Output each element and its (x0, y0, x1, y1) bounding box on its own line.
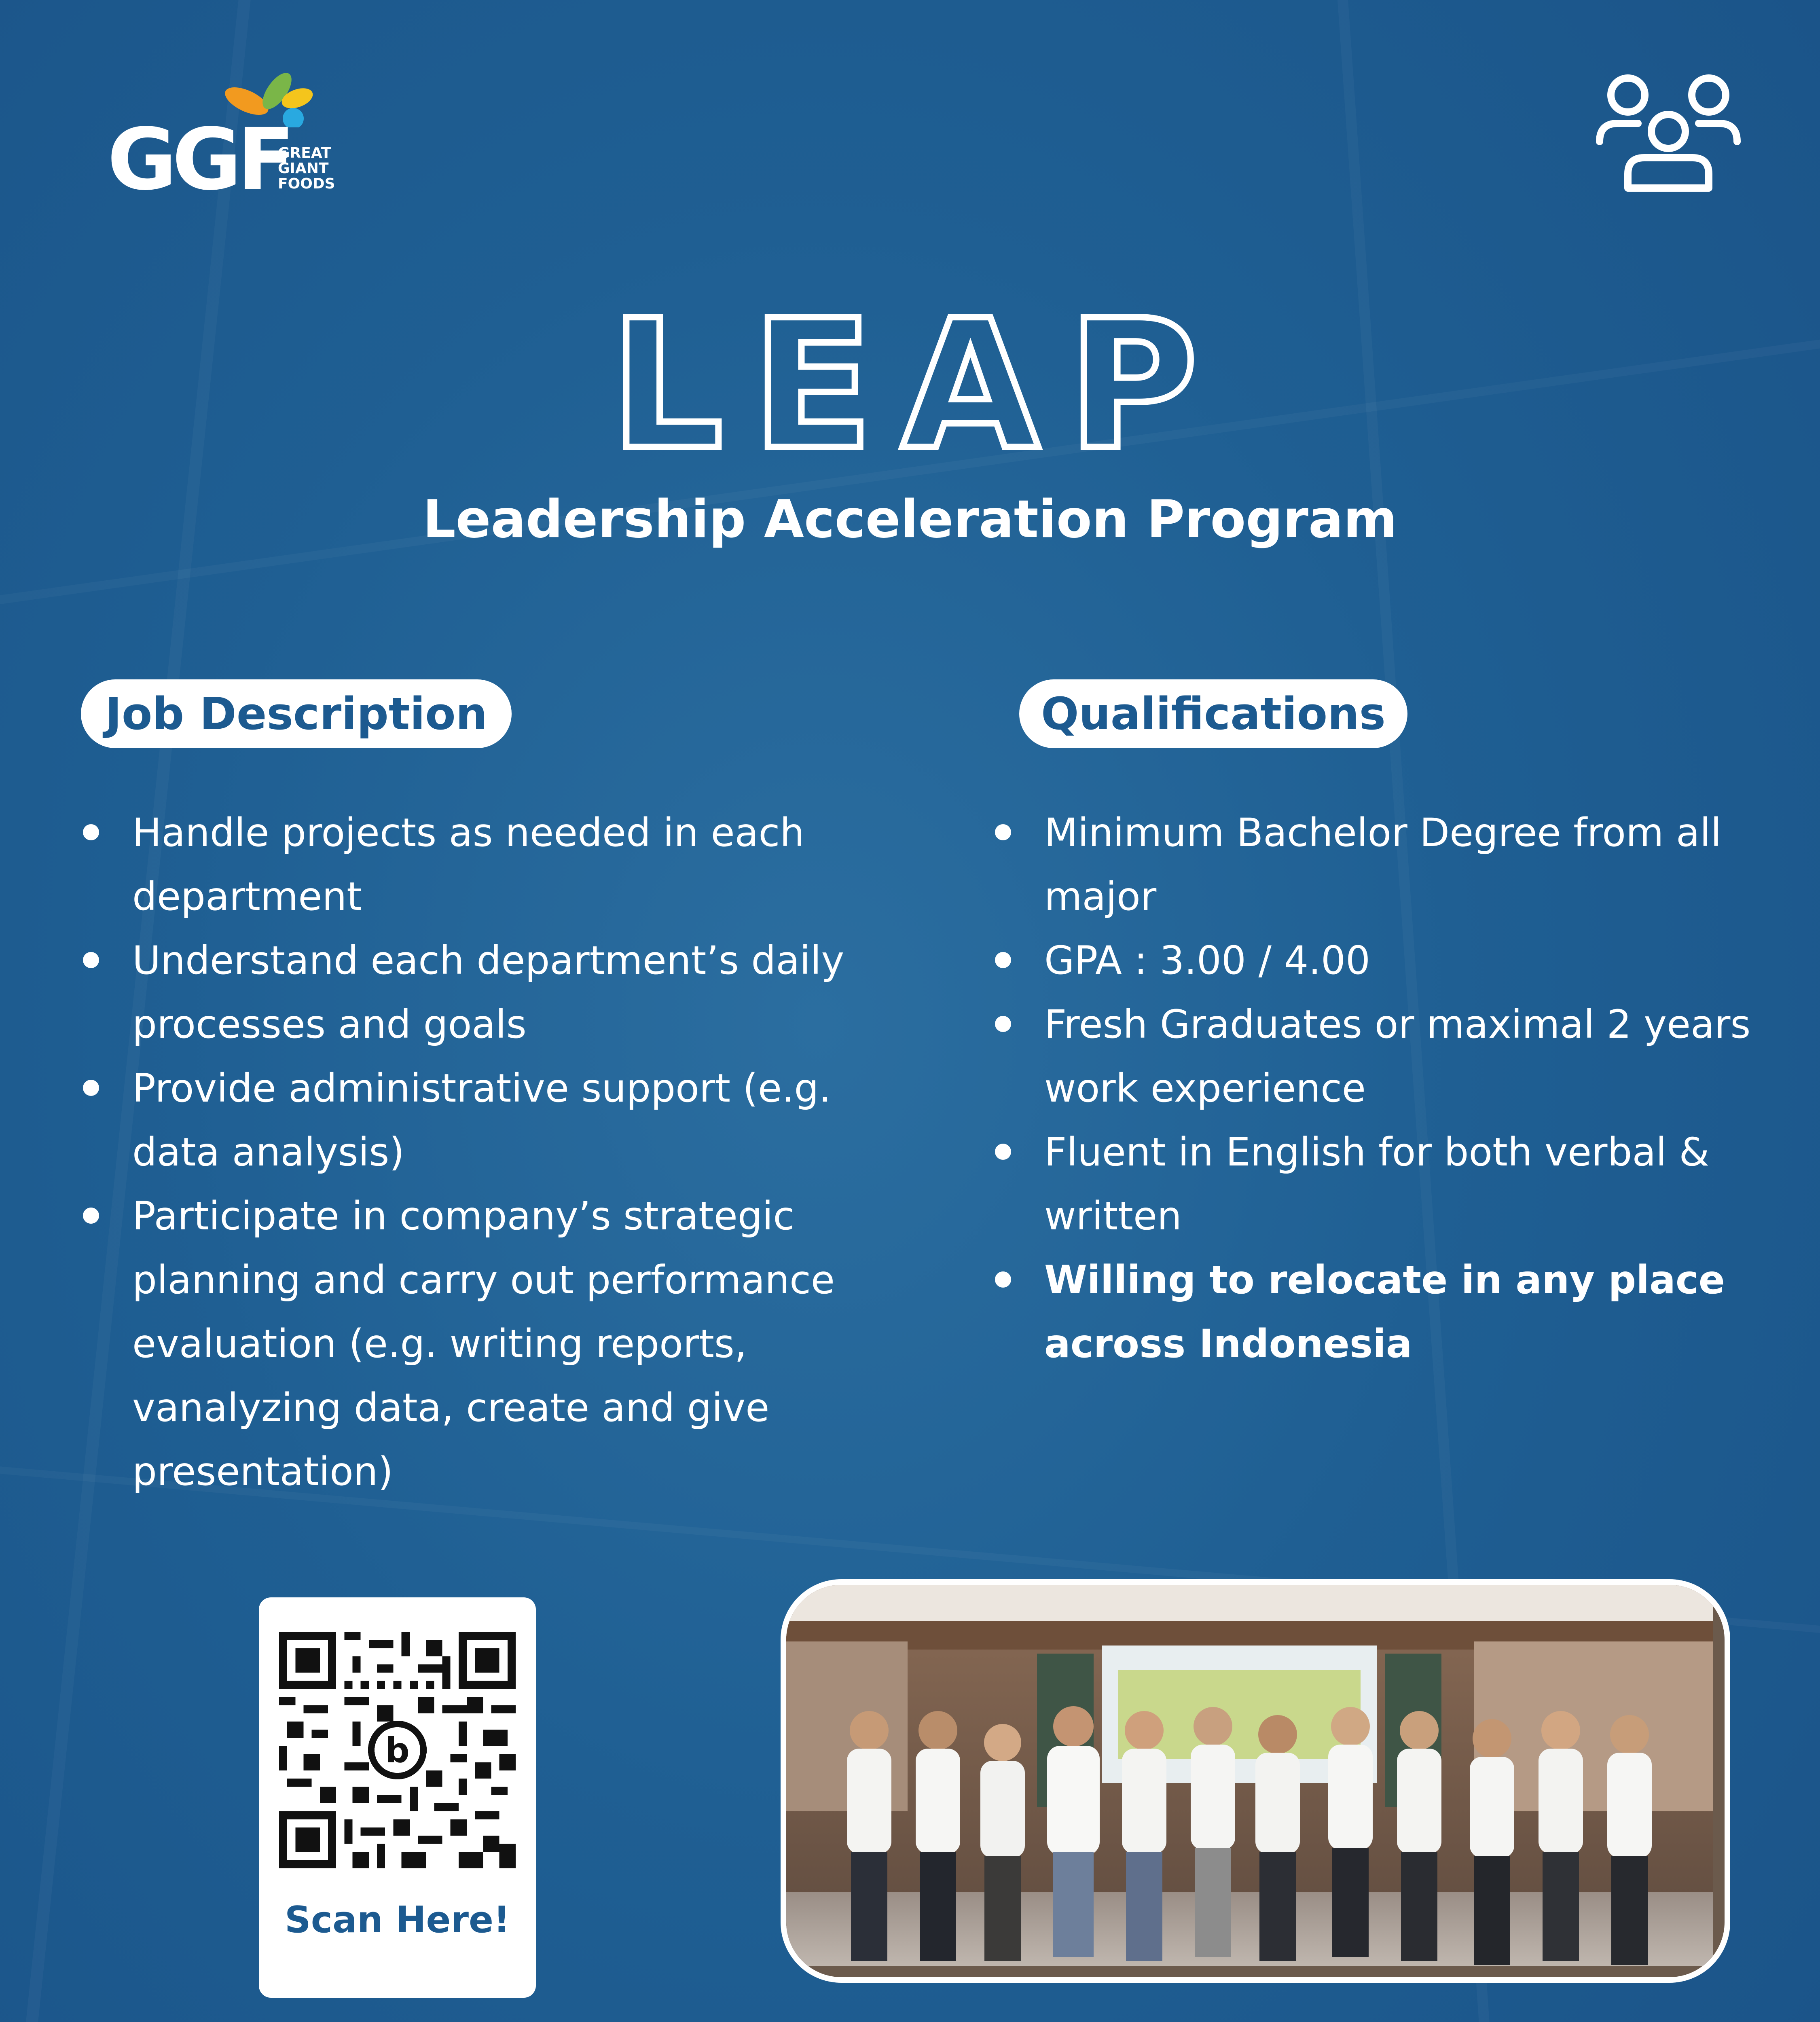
bullet-icon (995, 1144, 1011, 1160)
list-item (991, 1248, 1759, 1376)
bullet-icon (995, 1016, 1011, 1032)
list-item-text: Fluent in English for both verbal & written (1044, 1129, 1710, 1239)
list-item-text: Willing to relocate in any place across Indonesia (1044, 1257, 1725, 1366)
qualifications-list (991, 801, 1759, 1376)
qr-scan-label: Scan Here! (284, 1899, 510, 1941)
bullet-icon (83, 952, 99, 968)
list-item-text: GPA : 3.00 / 4.00 (1044, 938, 1371, 983)
list-item (991, 801, 1759, 929)
list-item (79, 1056, 920, 1184)
list-item (991, 1120, 1759, 1248)
list-item (79, 929, 920, 1056)
list-item-text: Handle projects as needed in each department (132, 810, 805, 919)
list-item-text: Provide administrative support (e.g. data analysis) (132, 1066, 831, 1175)
bullet-icon (83, 1208, 99, 1224)
title-text: LEAP (610, 295, 1226, 465)
page-subtitle: Leadership Acceleration Program (423, 489, 1397, 550)
group-photo-image (786, 1585, 1713, 1966)
list-item (991, 929, 1759, 992)
job-description-heading: Job Description (81, 679, 512, 748)
list-item (991, 992, 1759, 1120)
list-item-text: Minimum Bachelor Degree from all major (1044, 810, 1722, 919)
svg-text:b: b (385, 1730, 410, 1770)
list-item-text: Fresh Graduates or maximal 2 years work experience (1044, 1002, 1751, 1111)
list-item (79, 1184, 920, 1504)
people-group-icon (1594, 71, 1743, 196)
bullet-icon (995, 824, 1011, 840)
logo-subtitle-line: FOODS (278, 176, 335, 192)
page-title (590, 295, 1246, 465)
list-item (79, 801, 920, 929)
qr-code-icon[interactable] (279, 1632, 516, 1868)
logo-subtitle-line: GREAT (278, 145, 331, 161)
bullet-icon (995, 952, 1011, 968)
bullet-icon (995, 1271, 1011, 1288)
bullet-icon (83, 824, 99, 840)
qualifications-heading: Qualifications (1019, 679, 1407, 748)
qr-card[interactable] (259, 1597, 536, 1998)
logo-subtitle-line: GIANT (278, 160, 329, 177)
ggf-logo (103, 67, 362, 209)
logo-wordmark: GGF (107, 110, 290, 209)
group-photo (781, 1579, 1730, 1983)
list-item-text: Participate in company’s strategic planning and carry out performance evaluation (e.g. writing reports, vanalyzing data, create and give presentation) (132, 1193, 835, 1494)
list-item-text: Understand each department’s daily processes and goals (132, 938, 844, 1047)
bullet-icon (83, 1080, 99, 1096)
job-description-list (79, 801, 920, 1504)
logo-subtitle (278, 146, 359, 192)
